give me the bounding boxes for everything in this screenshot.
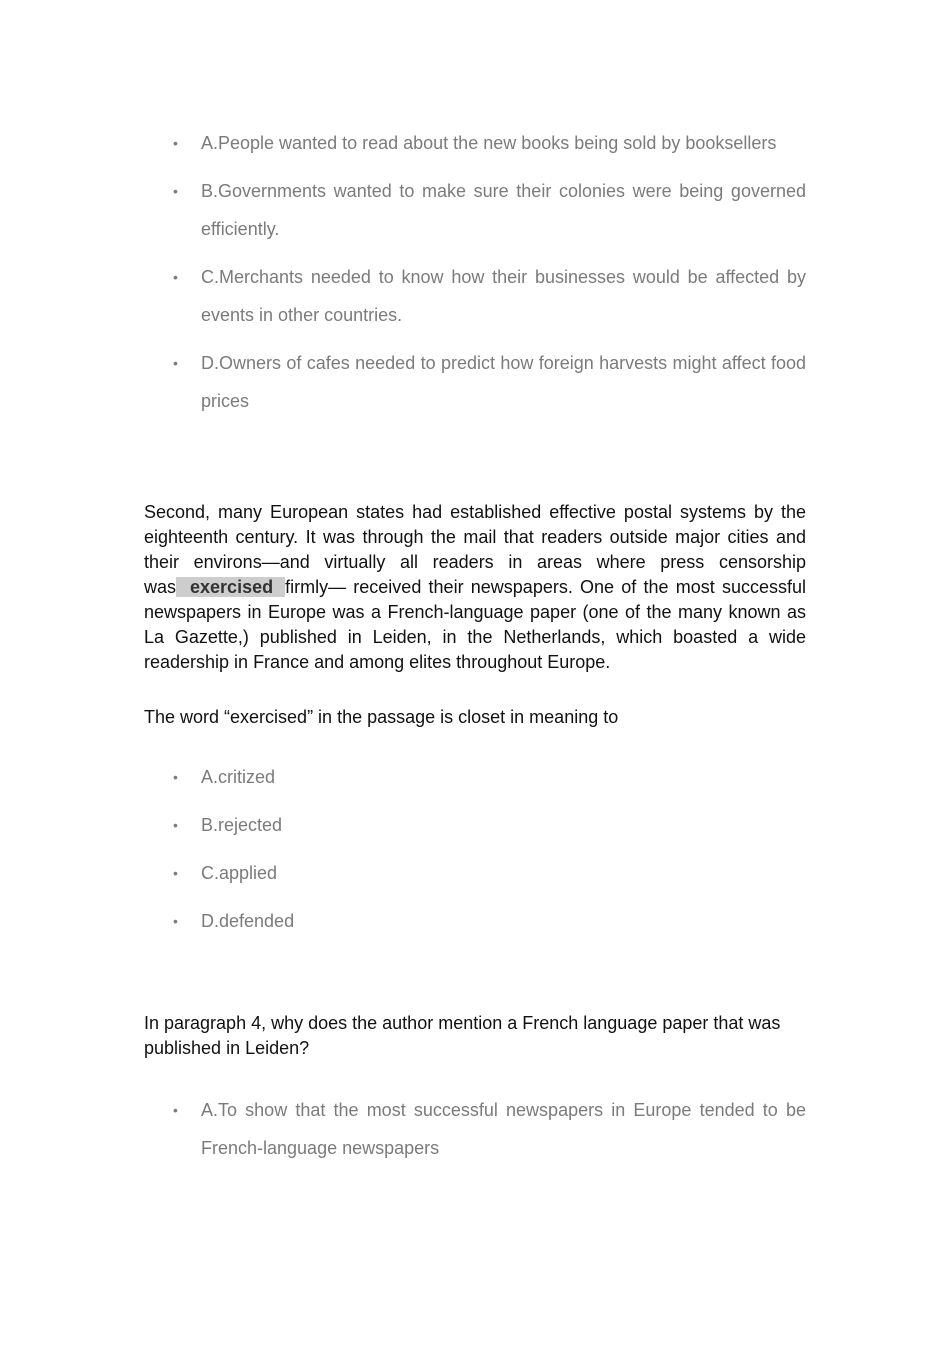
question1-option-list [144,124,806,430]
bullet-icon: • [173,769,178,785]
option-text: B.Governments wanted to make sure their colonies were being governed efficiently. [201,181,806,239]
question2-option-c[interactable] [144,854,806,892]
bullet-icon: • [173,269,178,285]
question1-option-d[interactable] [144,344,806,420]
question3-option-list [144,1091,806,1177]
option-text: A.To show that the most successful newspapers in Europe tended to be French-language newspapers [201,1100,806,1158]
question1-option-c[interactable] [144,258,806,334]
question2-prompt: The word “exercised” in the passage is closet in meaning to [144,707,619,727]
question2-option-d[interactable] [144,902,806,940]
bullet-icon: • [173,817,178,833]
option-text: D.Owners of cafes needed to predict how foreign harvests might affect food prices [201,353,806,411]
option-text: D.defended [201,911,295,931]
question2-option-a[interactable] [144,758,806,796]
option-text: C.applied [201,863,278,883]
option-text: B.rejected [201,815,283,835]
question3-prompt: In paragraph 4, why does the author mention a French language paper that was published in Leiden? [144,1013,781,1058]
bullet-icon: • [173,865,178,881]
question1-option-a[interactable] [144,124,806,162]
bullet-icon: • [173,135,178,151]
question2-option-b[interactable] [144,806,806,844]
bullet-icon: • [173,183,178,199]
highlighted-word: exercised [176,577,285,597]
option-text: A.critized [201,767,276,787]
option-text: C.Merchants needed to know how their businesses would be affected by events in other countries. [201,267,806,325]
passage-text-after: firmly— received their newspapers. One of the most successful newspapers in Europe was a French-language paper (one of the many known as La Gazette,) published in Leiden, in the Netherlands, which boasted a wide readership in France and among elites throughout Europe. [144,577,806,672]
bullet-icon: • [173,1102,178,1118]
question3-option-a[interactable] [144,1091,806,1167]
bullet-icon: • [173,355,178,371]
question2-option-list [144,758,806,950]
question1-option-b[interactable] [144,172,806,248]
option-text: A.People wanted to read about the new books being sold by booksellers [201,133,777,153]
passage-text-before: Second, many European states had established effective postal systems by the eighteenth century. It was through the mail that readers outside major cities and their environs—and virtually all readers in areas where press censorship was [144,502,806,597]
bullet-icon: • [173,913,178,929]
passage-paragraph [144,500,806,675]
